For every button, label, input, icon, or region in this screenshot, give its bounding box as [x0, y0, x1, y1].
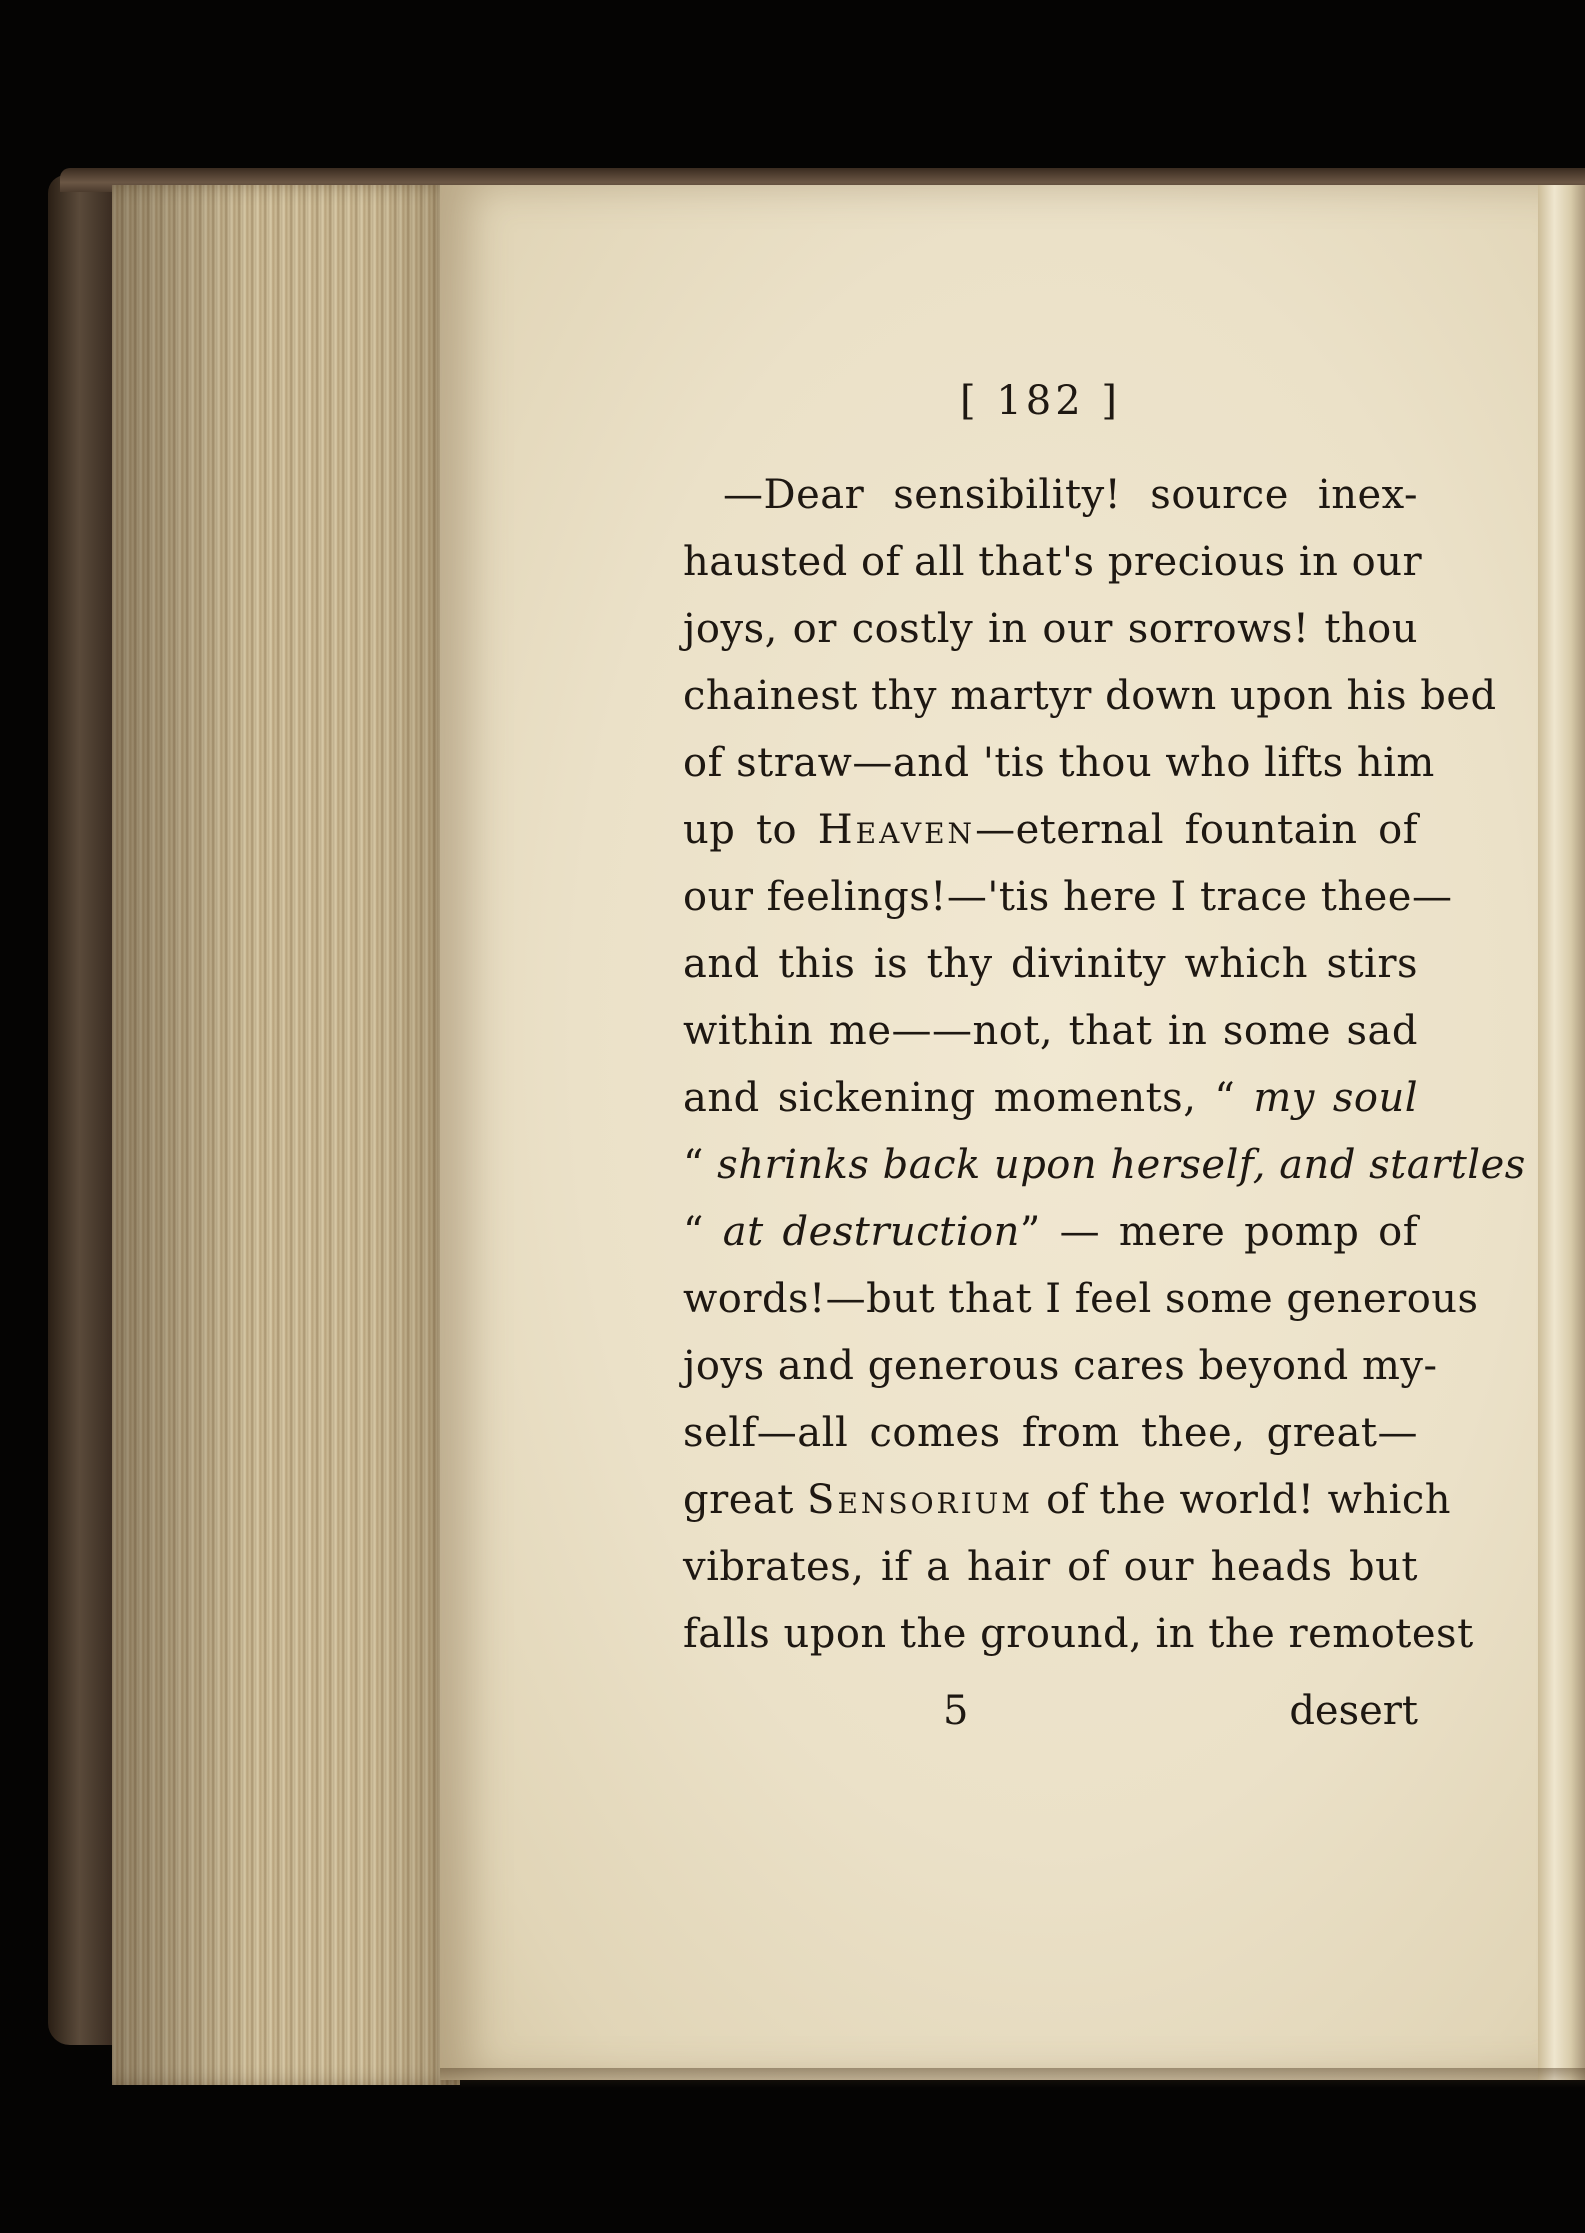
- text-run: vibrates, if a hair of our heads but: [683, 1544, 1418, 1590]
- page-number-header: [ 182 ]: [960, 378, 1121, 424]
- text-run: chainest thy martyr down upon his bed: [683, 673, 1497, 719]
- text-line: [683, 1132, 1526, 1199]
- text-line: [683, 1199, 1418, 1266]
- text-run: our feelings!—'tis here I trace thee—: [683, 874, 1453, 920]
- text-run: at destruction: [722, 1209, 1020, 1255]
- text-line: [683, 730, 1435, 797]
- signature-mark: 5: [943, 1688, 969, 1734]
- page-gutter: [1538, 185, 1585, 2080]
- text-line: [683, 1065, 1418, 1132]
- text-run: —eternal fountain of: [975, 807, 1418, 853]
- text-line: [683, 596, 1418, 663]
- text-line: [683, 1534, 1418, 1601]
- text-line: [683, 1333, 1438, 1400]
- text-run: of the world! which: [1032, 1477, 1452, 1523]
- page-footer: [683, 1688, 1418, 1748]
- text-run: my soul: [1253, 1075, 1418, 1121]
- text-run: Heaven: [817, 807, 976, 853]
- text-run: great: [683, 1477, 808, 1523]
- text-run: up to: [683, 807, 818, 853]
- text-line: [683, 931, 1418, 998]
- catchword: desert: [1289, 1688, 1418, 1734]
- text-line: [683, 663, 1497, 730]
- text-run: of straw—and 'tis thou who lifts him: [683, 740, 1435, 786]
- text-run: falls upon the ground, in the remotest: [683, 1611, 1474, 1657]
- text-run: Sensorium: [807, 1477, 1033, 1523]
- page-bottom-shadow: [440, 2068, 1585, 2088]
- text-run: and this is thy divinity which stirs: [683, 941, 1418, 987]
- text-run: ” — mere pomp of: [1019, 1209, 1419, 1255]
- text-line: [683, 1467, 1452, 1534]
- text-line: [683, 1266, 1479, 1333]
- text-run: —Dear sensibility! source inex-: [723, 472, 1418, 518]
- text-run: joys and generous cares beyond my-: [683, 1343, 1438, 1389]
- page-text-body: [683, 462, 1526, 1668]
- text-run: hausted of all that's precious in our: [683, 539, 1423, 585]
- text-line: [683, 998, 1418, 1065]
- page-block-shading: [112, 185, 457, 2085]
- text-line: [683, 1400, 1418, 1467]
- text-run: “: [683, 1142, 718, 1188]
- text-line: [683, 529, 1423, 596]
- text-line: [683, 797, 1418, 864]
- text-line: [683, 1601, 1474, 1668]
- text-run: joys, or costly in our sorrows! thou: [683, 606, 1418, 652]
- text-run: “: [683, 1209, 723, 1255]
- text-run: and sickening moments, “: [683, 1075, 1254, 1121]
- text-run: within me——not, that in some sad: [683, 1008, 1418, 1054]
- text-run: words!—but that I feel some generous: [683, 1276, 1479, 1322]
- text-run: self—all comes from thee, great—: [683, 1410, 1418, 1456]
- text-run: shrinks back upon herself, and startles: [717, 1142, 1526, 1188]
- text-line: [683, 462, 1418, 529]
- text-line: [683, 864, 1453, 931]
